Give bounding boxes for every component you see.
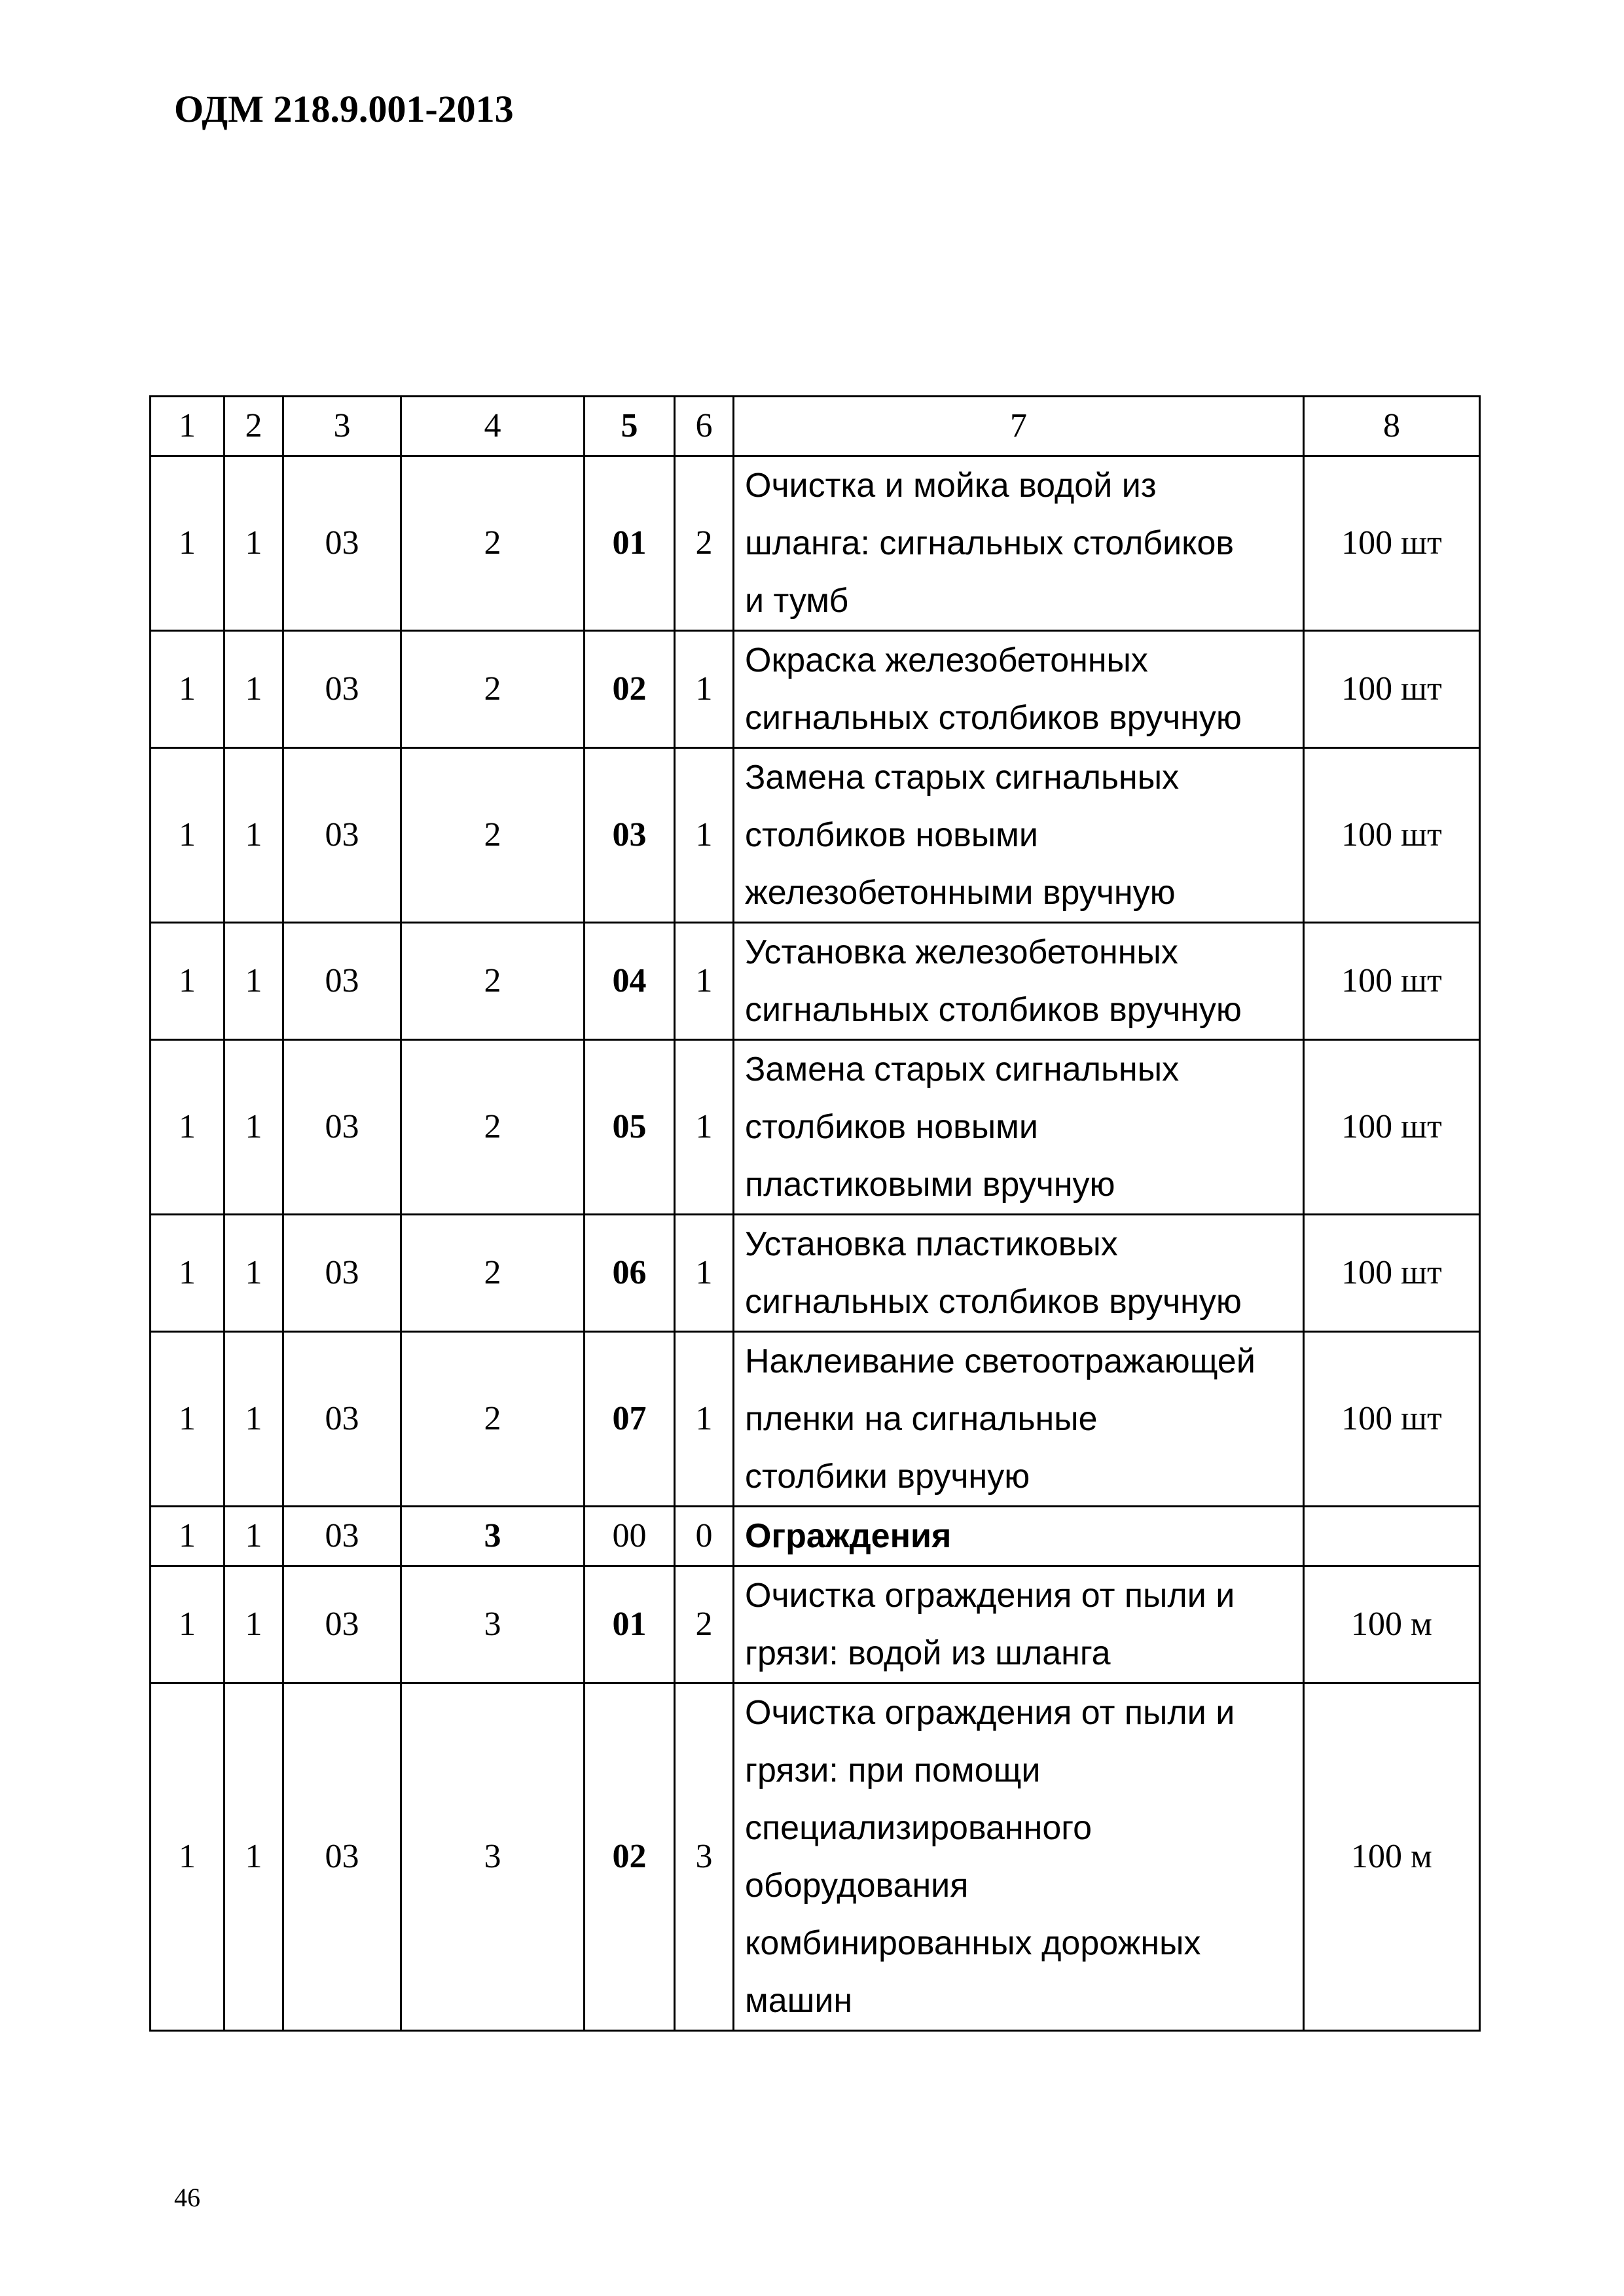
cell-col5: 02 xyxy=(585,1683,675,2031)
description-line: грязи: при помощи xyxy=(745,1751,1041,1789)
description-line: Установка железобетонных xyxy=(745,933,1178,971)
cell-unit: 100 шт xyxy=(1304,923,1480,1040)
cell-col5: 06 xyxy=(585,1215,675,1332)
cell-col3: 03 xyxy=(283,1566,401,1683)
cell-col1: 1 xyxy=(151,1507,225,1566)
cell-col4: 2 xyxy=(401,456,585,631)
cell-col1: 1 xyxy=(151,631,225,748)
cell-col3: 03 xyxy=(283,1332,401,1507)
description-line: Очистка ограждения от пыли и xyxy=(745,1577,1235,1615)
description-line: сигнальных столбиков вручную xyxy=(745,991,1242,1029)
header-cell: 8 xyxy=(1304,397,1480,456)
table-row-section xyxy=(151,1507,1480,1566)
cell-col6: 3 xyxy=(675,1683,734,2031)
description-line: пленки на сигнальные xyxy=(745,1400,1098,1438)
cell-unit: 100 м xyxy=(1304,1566,1480,1683)
cell-col1: 1 xyxy=(151,923,225,1040)
cell-col4: 3 xyxy=(401,1566,585,1683)
cell-description xyxy=(734,1566,1304,1683)
cell-col1: 1 xyxy=(151,1566,225,1683)
page-number: 46 xyxy=(174,2183,200,2212)
cell-col4: 2 xyxy=(401,923,585,1040)
description-line: сигнальных столбиков вручную xyxy=(745,1283,1242,1321)
cell-col5: 01 xyxy=(585,1566,675,1683)
description-line: Наклеивание светоотражающей xyxy=(745,1342,1255,1380)
cell-description xyxy=(734,456,1304,631)
cell-col6: 1 xyxy=(675,1040,734,1215)
table-body xyxy=(151,397,1480,2031)
cell-col2: 1 xyxy=(225,748,283,923)
description-line: Очистка ограждения от пыли и xyxy=(745,1694,1235,1732)
description-line: пластиковыми вручную xyxy=(745,1166,1115,1204)
cell-col1: 1 xyxy=(151,748,225,923)
cell-col2: 1 xyxy=(225,456,283,631)
cell-col4: 2 xyxy=(401,1040,585,1215)
cell-description xyxy=(734,1332,1304,1507)
cell-col5: 03 xyxy=(585,748,675,923)
table-row xyxy=(151,631,1480,748)
cell-col1: 1 xyxy=(151,1683,225,2031)
table-row xyxy=(151,1566,1480,1683)
header-cell: 2 xyxy=(225,397,283,456)
table-row xyxy=(151,923,1480,1040)
cell-description xyxy=(734,1683,1304,2031)
cell-description xyxy=(734,1215,1304,1332)
cell-col5: 04 xyxy=(585,923,675,1040)
cell-col2: 1 xyxy=(225,1683,283,2031)
section-title: Ограждения xyxy=(745,1517,952,1555)
table-row xyxy=(151,1332,1480,1507)
table-header-row xyxy=(151,397,1480,456)
cell-col2: 1 xyxy=(225,1332,283,1507)
cell-col3: 03 xyxy=(283,1683,401,2031)
table-row xyxy=(151,456,1480,631)
cell-unit: 100 шт xyxy=(1304,456,1480,631)
cell-col3: 03 xyxy=(283,631,401,748)
header-cell: 6 xyxy=(675,397,734,456)
header-cell: 3 xyxy=(283,397,401,456)
cell-col6: 1 xyxy=(675,1332,734,1507)
cell-col3: 03 xyxy=(283,456,401,631)
header-cell: 1 xyxy=(151,397,225,456)
cell-col4: 2 xyxy=(401,631,585,748)
cell-col2: 1 xyxy=(225,923,283,1040)
header-cell: 4 xyxy=(401,397,585,456)
cell-col2: 1 xyxy=(225,1507,283,1566)
cell-unit: 100 м xyxy=(1304,1683,1480,2031)
description-line: специализированного xyxy=(745,1809,1092,1847)
description-line: Замена старых сигнальных xyxy=(745,759,1180,797)
cell-unit: 100 шт xyxy=(1304,748,1480,923)
cell-unit xyxy=(1304,1507,1480,1566)
description-line: машин xyxy=(745,1982,853,2020)
cell-col2: 1 xyxy=(225,1215,283,1332)
cell-unit: 100 шт xyxy=(1304,1040,1480,1215)
cell-unit: 100 шт xyxy=(1304,1215,1480,1332)
cell-col4: 2 xyxy=(401,748,585,923)
description-line: Окраска железобетонных xyxy=(745,641,1148,679)
cell-col6: 2 xyxy=(675,456,734,631)
cell-col6: 1 xyxy=(675,631,734,748)
cell-col6: 1 xyxy=(675,1215,734,1332)
description-line: сигнальных столбиков вручную xyxy=(745,699,1242,737)
classifier-table-container xyxy=(149,395,1479,2032)
cell-unit: 100 шт xyxy=(1304,1332,1480,1507)
cell-col5: 05 xyxy=(585,1040,675,1215)
classifier-table xyxy=(149,395,1481,2032)
cell-col2: 1 xyxy=(225,631,283,748)
description-line: и тумб xyxy=(745,582,849,620)
cell-col3: 03 xyxy=(283,748,401,923)
cell-col6: 2 xyxy=(675,1566,734,1683)
table-row xyxy=(151,1040,1480,1215)
cell-col2: 1 xyxy=(225,1566,283,1683)
cell-description xyxy=(734,1507,1304,1566)
cell-col2: 1 xyxy=(225,1040,283,1215)
cell-col4: 3 xyxy=(401,1507,585,1566)
cell-col5: 07 xyxy=(585,1332,675,1507)
cell-description xyxy=(734,748,1304,923)
cell-unit: 100 шт xyxy=(1304,631,1480,748)
cell-col5: 02 xyxy=(585,631,675,748)
description-line: комбинированных дорожных xyxy=(745,1924,1201,1962)
header-cell: 5 xyxy=(585,397,675,456)
header-cell: 7 xyxy=(734,397,1304,456)
cell-col1: 1 xyxy=(151,456,225,631)
cell-col1: 1 xyxy=(151,1215,225,1332)
cell-col3: 03 xyxy=(283,1507,401,1566)
description-line: столбиков новыми xyxy=(745,1108,1038,1146)
description-line: шланга: сигнальных столбиков xyxy=(745,524,1235,562)
cell-col6: 0 xyxy=(675,1507,734,1566)
table-row xyxy=(151,1215,1480,1332)
table-row xyxy=(151,1683,1480,2031)
cell-col1: 1 xyxy=(151,1332,225,1507)
description-line: столбиков новыми xyxy=(745,816,1038,854)
cell-description xyxy=(734,631,1304,748)
cell-col3: 03 xyxy=(283,923,401,1040)
cell-col4: 2 xyxy=(401,1332,585,1507)
description-line: железобетонными вручную xyxy=(745,874,1176,912)
description-line: грязи: водой из шланга xyxy=(745,1634,1111,1672)
cell-col4: 3 xyxy=(401,1683,585,2031)
description-line: Установка пластиковых xyxy=(745,1225,1118,1263)
cell-col3: 03 xyxy=(283,1215,401,1332)
cell-col3: 03 xyxy=(283,1040,401,1215)
cell-col4: 2 xyxy=(401,1215,585,1332)
cell-col6: 1 xyxy=(675,923,734,1040)
cell-col1: 1 xyxy=(151,1040,225,1215)
cell-col5: 01 xyxy=(585,456,675,631)
description-line: оборудования xyxy=(745,1867,969,1905)
description-line: столбики вручную xyxy=(745,1458,1030,1496)
description-line: Замена старых сигнальных xyxy=(745,1050,1180,1088)
table-row xyxy=(151,748,1480,923)
cell-description xyxy=(734,1040,1304,1215)
cell-col5: 00 xyxy=(585,1507,675,1566)
cell-col6: 1 xyxy=(675,748,734,923)
description-line: Очистка и мойка водой из xyxy=(745,467,1157,505)
cell-description xyxy=(734,923,1304,1040)
document-header: ОДМ 218.9.001-2013 xyxy=(174,88,514,130)
